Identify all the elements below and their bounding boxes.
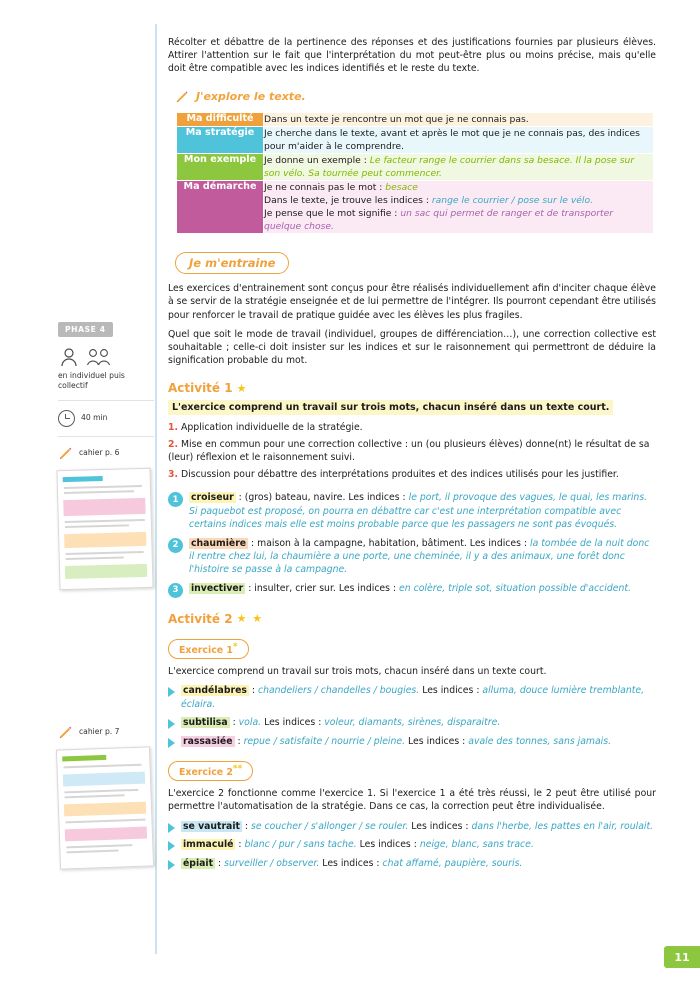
demarche-line-3: [264, 207, 653, 233]
step-number: 2.: [168, 438, 179, 450]
worksheet-thumbnail-1[interactable]: [56, 468, 153, 590]
train-pill: Je m'entraine: [175, 252, 289, 274]
exercice1-chip: [168, 639, 249, 659]
train-paragraph-2: Quel que soit le mode de travail (individuel, groupes de différenciation…), une correction collective est souhaitable ; celle-ci doit insister sur les indices et sur le raisonnement qui permettront de déduire la signification probable du mot.: [168, 328, 656, 367]
activite1-banner: L'exercice comprend un travail sur trois mots, chacun inséré dans un texte court.: [168, 400, 613, 415]
word-term: chaumière: [191, 537, 247, 549]
word-entry: [181, 684, 656, 711]
list-item: [168, 421, 656, 434]
word-indices: neige, blanc, sans trace.: [419, 839, 534, 851]
word-plain: :: [234, 735, 244, 747]
demarche-line-1: [264, 181, 653, 194]
row-label-exemple: Mon exemple: [177, 153, 264, 180]
word-entry: [189, 491, 656, 531]
word-term: candélabres: [183, 685, 247, 697]
item-number-badge: 2: [168, 538, 183, 553]
item-number-badge: 1: [168, 492, 183, 507]
main-content: [168, 36, 656, 875]
sidebar: [58, 322, 154, 868]
list-item: [168, 684, 656, 711]
worksheet-thumbnail-2[interactable]: [56, 746, 154, 869]
column-divider: [155, 24, 157, 954]
word-entry: [181, 820, 653, 833]
exercice1-label: Exercice 1: [179, 645, 233, 657]
step-number: 3.: [168, 468, 179, 480]
row-text-strategie: Je cherche dans le texte, avant et après le mot que je ne connais pas, des indices pour m'aider à le comprendre.: [264, 126, 654, 153]
word-term: épiait: [183, 857, 214, 869]
demarche-l1-plain: Je ne connais pas le mot :: [264, 181, 386, 193]
person-group-icon: [85, 347, 113, 367]
row-text-difficulte: Dans un texte je rencontre un mot que je ne connais pas.: [264, 112, 654, 126]
word-plain2: Les indices :: [419, 685, 483, 697]
demarche-line-2: [264, 194, 653, 207]
list-item: [168, 857, 656, 870]
activite2-stars: ★ ★: [236, 612, 264, 626]
word-plain: : (gros) bateau, navire. Les indices :: [235, 492, 409, 504]
word-entry: [181, 735, 611, 748]
word-term: subtilisa: [183, 717, 228, 729]
person-icon: [58, 347, 80, 367]
word-indices: chat affamé, paupière, souris.: [382, 857, 523, 869]
explore-table: [176, 112, 654, 235]
demarche-l1-italic: besace: [385, 181, 418, 193]
word-indices: alluma, douce lumière tremblante, éclaira.: [181, 685, 645, 710]
list-item: [168, 468, 656, 481]
word-plain: :: [229, 717, 239, 729]
triangle-bullet-icon: [168, 687, 175, 697]
phase-tag: PHASE 4: [58, 322, 113, 337]
word-definition: blanc / pur / sans tache.: [244, 839, 357, 851]
triangle-bullet-icon: [168, 860, 175, 870]
table-row: [177, 153, 654, 180]
activite2-heading: [168, 612, 656, 626]
word-plain: : insulter, crier sur. Les indices :: [245, 582, 400, 594]
list-item: [168, 537, 656, 577]
table-row: [177, 112, 654, 126]
row-label-difficulte: Ma difficulté: [177, 112, 264, 126]
row-label-strategie: Ma stratégie: [177, 126, 264, 153]
word-entry: [181, 857, 522, 870]
list-item: [168, 820, 656, 833]
pencil-icon: [58, 725, 73, 740]
demarche-l3-italic: un sac qui permet de ranger et de transporter quelque chose.: [264, 208, 614, 233]
list-item: [168, 716, 656, 729]
item-number-badge: 3: [168, 583, 183, 598]
list-item: [168, 582, 656, 598]
step-text: Application individuelle de la stratégie.: [180, 422, 363, 434]
word-indices: la tombée de la nuit donc il rentre chez lui, la chaumière a une porte, une cheminée, il y a des animaux, une forêt donc l'histoire se passe à la campagne.: [189, 537, 650, 576]
explore-title: J'explore le texte.: [196, 90, 306, 104]
train-section: [168, 234, 656, 367]
mode-icons: [58, 347, 154, 367]
activite1-stars: ★: [236, 381, 248, 395]
word-plain: :: [248, 685, 258, 697]
word-plain2: Les indices :: [408, 820, 472, 832]
demarche-l3-plain: Je pense que le mot signifie :: [264, 208, 401, 219]
triangle-bullet-icon: [168, 719, 175, 729]
exemple-plain: Je donne un exemple :: [264, 154, 370, 166]
exercice2-stars: **: [232, 764, 243, 775]
table-row: [177, 126, 654, 153]
list-item: [168, 838, 656, 851]
mode-text: en individuel puis collectif: [58, 371, 125, 390]
page-number-badge: 11: [664, 946, 700, 968]
word-plain: :: [241, 820, 252, 832]
word-term: immaculé: [183, 839, 234, 851]
word-term: croiseur: [191, 492, 234, 504]
ref2-text: cahier p. 7: [79, 727, 120, 737]
row-label-demarche: Ma démarche: [177, 180, 264, 233]
divider: [58, 436, 154, 437]
train-paragraph-1: Les exercices d'entrainement sont conçus pour être réalisés individuellement afin d'inciter chaque élève à se servir de la stratégie enseignée et de lui permettre de l'intégrer. Ils pourront cependant être utilisés pour renforcer le travail de pratique guidée avec les élèves les plus fragiles.: [168, 283, 656, 321]
table-row: [177, 180, 654, 233]
word-plain: :: [235, 839, 245, 851]
triangle-bullet-icon: [168, 738, 175, 748]
word-plain2: Les indices :: [405, 735, 469, 747]
word-definition: vola.: [238, 717, 262, 729]
word-term: se vautrait: [183, 820, 240, 832]
word-definition: surveiller / observer.: [224, 857, 320, 869]
word-plain: : maison à la campagne, habitation, bâtiment. Les indices :: [248, 537, 531, 549]
word-entry: [189, 582, 631, 595]
exemple-italic: Le facteur range le courrier dans sa besace. Il la pose sur son vélo. Sa tournée peut commencer.: [264, 154, 635, 179]
word-plain2: Les indices :: [261, 717, 325, 729]
word-indices: voleur, diamants, sirènes, disparaitre.: [324, 717, 501, 729]
list-item: [168, 438, 656, 465]
activite2-title: Activité 2: [168, 611, 233, 626]
word-term: rassasiée: [183, 735, 233, 747]
explore-heading: [175, 90, 656, 104]
ref1-row: [58, 446, 154, 461]
activite1-steps: [168, 421, 656, 481]
word-definition: chandeliers / chandelles / bougies.: [257, 685, 420, 697]
activite1-title: Activité 1: [168, 381, 233, 396]
activite1-heading: [168, 381, 656, 395]
pencil-icon: [175, 90, 189, 104]
word-indices: en colère, triple sot, situation possible d'accident.: [399, 582, 631, 594]
word-indices: le port, il provoque des vagues, le quai, les marins. Si paquebot est proposé, on pourra en débattre car c'est une interprétation compatible avec certains indices mais elle est moins probable parce que les passagers ne sont pas évoqués.: [189, 492, 648, 531]
ref1-text: cahier p. 6: [79, 448, 120, 458]
list-item: [168, 735, 656, 748]
word-plain: :: [215, 857, 225, 869]
row-text-exemple: [264, 153, 654, 180]
list-item: [168, 491, 656, 531]
step-text: Mise en commun pour une correction collective : un (ou plusieurs élèves) donne(nt) le résultat de sa (leur) réflexion et le raisonnement suivi.: [168, 438, 650, 464]
clock-icon: [58, 410, 75, 427]
ref2-row: [58, 725, 154, 740]
exercice1-intro: L'exercice comprend un travail sur trois mots, chacun inséré dans un texte court.: [168, 666, 547, 678]
triangle-bullet-icon: [168, 841, 175, 851]
demarche-l2-italic: range le courrier / pose sur le vélo.: [431, 194, 594, 206]
demarche-l2-plain: Dans le texte, je trouve les indices :: [264, 194, 432, 206]
duration-text: 40 min: [81, 413, 108, 423]
step-text: Discussion pour débattre des interprétations produites et des indices utilisés pour les justifier.: [180, 468, 619, 480]
step-number: 1.: [168, 422, 179, 434]
triangle-bullet-icon: [168, 823, 175, 833]
pencil-icon: [58, 446, 73, 461]
row-text-demarche: [264, 180, 654, 233]
word-entry: [181, 716, 500, 729]
word-definition: se coucher / s'allonger / se rouler.: [251, 820, 409, 832]
word-entry: [181, 838, 534, 851]
word-plain2: Les indices :: [319, 857, 383, 869]
word-indices: avale des tonnes, sans jamais.: [468, 735, 612, 747]
divider: [58, 400, 154, 401]
exercice2-intro: L'exercice 2 fonctionne comme l'exercice 1. Si l'exercice 1 a été très réussi, le 2 peut être utilisé pour permettre l'automatisation de la stratégie. Dans ce cas, la correction peut être individualisée.: [168, 788, 656, 813]
word-entry: [189, 537, 656, 577]
exercice1-stars: *: [232, 641, 238, 652]
exercice2-label: Exercice 2: [179, 767, 233, 779]
intro-paragraph: Récolter et débattre de la pertinence des réponses et des justifications fournies par plusieurs élèves. Attirer l'attention sur le fait que l'interprétation du mot peut-être plus ou moins précise, mais qu'elle doit être compatible avec les indices identifiés et le reste du texte.: [168, 37, 656, 75]
word-indices: dans l'herbe, les pattes en l'air, roulait.: [471, 820, 654, 832]
word-term: invectiver: [191, 582, 244, 594]
exercice2-chip: [168, 761, 253, 781]
duration-row: [58, 410, 154, 427]
word-plain2: Les indices :: [356, 839, 420, 851]
word-definition: repue / satisfaite / nourrie / pleine.: [243, 735, 406, 747]
